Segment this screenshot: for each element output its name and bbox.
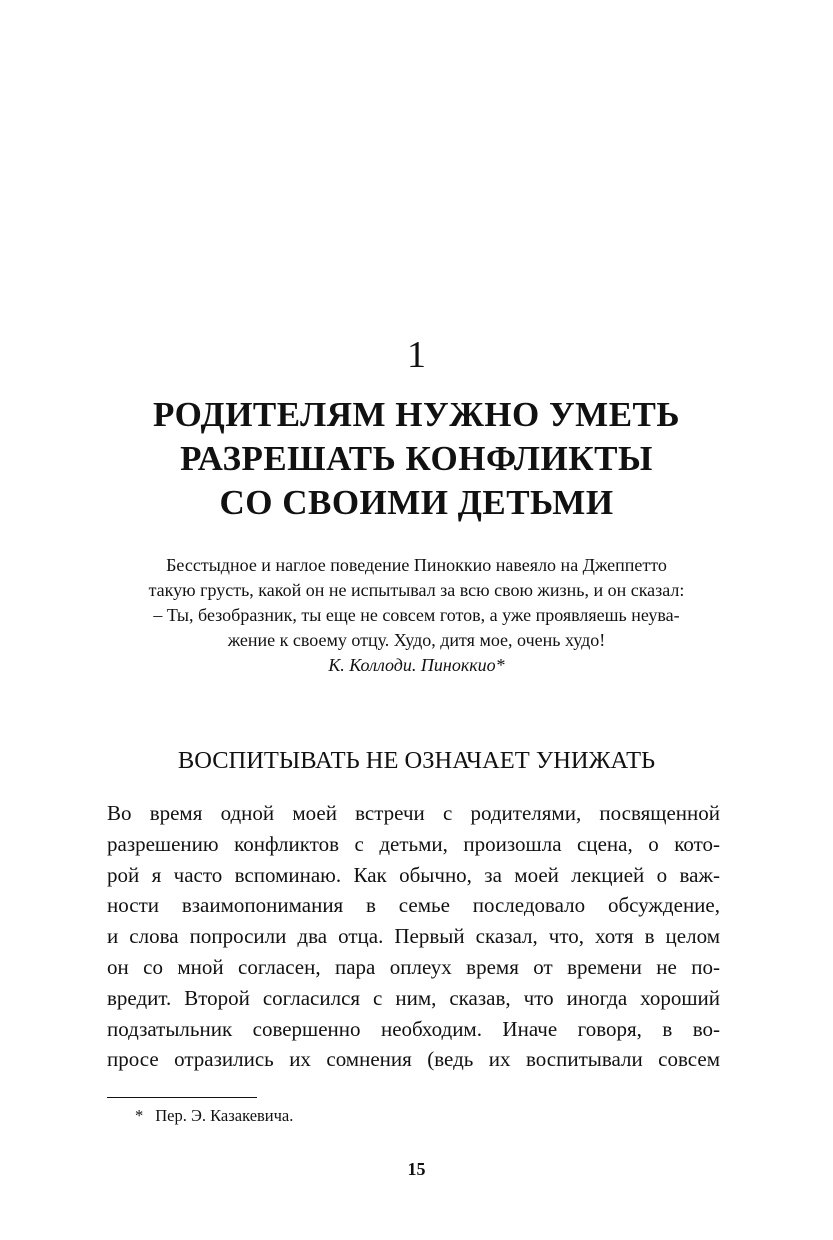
- paragraph-line: рой я часто вспоминаю. Как обычно, за моей лекцией о важ-: [107, 862, 720, 887]
- epigraph: [100, 553, 733, 678]
- paragraph-line: ности взаимопонимания в семье последовало обсуждение,: [107, 893, 720, 918]
- paragraph-line: вредит. Второй согласился с ним, сказав, что иногда хороший: [107, 985, 720, 1010]
- footnote-marker: *: [135, 1106, 144, 1125]
- paragraph-line: подзатыльник совершенно необходим. Иначе говоря, в во-: [107, 1016, 720, 1041]
- page-number: 15: [407, 1159, 426, 1179]
- epigraph-line: – Ты, безобразник, ты еще не совсем готов, а уже проявляешь неува-: [153, 605, 680, 625]
- paragraph-line: он со мной согласен, пара оплеух время от времени не по-: [107, 954, 720, 979]
- footnote: [135, 1104, 293, 1128]
- paragraph-line: и слова попросили два отца. Первый сказал, что, хотя в целом: [107, 924, 720, 949]
- chapter-title-line: РАЗРЕШАТЬ КОНФЛИКТЫ: [180, 439, 653, 478]
- paragraph-line: разрешению конфликтов с детьми, произошла сцена, о кото-: [107, 831, 720, 856]
- paragraph-line: Во время одной моей встречи с родителями, посвященной: [107, 801, 720, 825]
- chapter-title: [60, 393, 773, 525]
- epigraph-line: такую грусть, какой он не испытывал за всю свою жизнь, и он сказал:: [148, 580, 685, 600]
- epigraph-line: жение к своему отцу. Худо, дитя мое, очень худо!: [227, 630, 606, 650]
- chapter-title-line: СО СВОИМИ ДЕТЬМИ: [219, 483, 614, 522]
- footnote-divider: [107, 1097, 257, 1098]
- epigraph-line: Бесстыдное и наглое поведение Пиноккио навеяло на Джеппетто: [166, 555, 667, 575]
- footnote-text: Пер. Э. Казакевича.: [155, 1106, 294, 1125]
- paragraph-line: просе отразились их сомнения (ведь их воспитывали совсем: [107, 1047, 720, 1072]
- epigraph-attribution: К. Коллоди. Пиноккио*: [328, 655, 505, 675]
- chapter-number: 1: [407, 334, 426, 376]
- section-heading: ВОСПИТЫВАТЬ НЕ ОЗНАЧАЕТ УНИЖАТЬ: [177, 747, 656, 774]
- body-paragraph: [107, 798, 720, 1075]
- chapter-title-line: РОДИТЕЛЯМ НУЖНО УМЕТЬ: [152, 395, 681, 434]
